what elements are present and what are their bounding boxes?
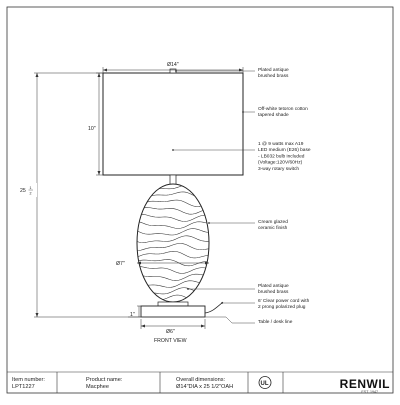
dim-shade-height: 10" — [88, 126, 96, 132]
callout-2-line-3: (Voltage:120V/60Hz) — [258, 160, 303, 166]
ul-mark-text: UL — [260, 381, 269, 387]
dim-base-diameter: Ø6" — [166, 329, 175, 335]
callout-4-line-0: Plated antique — [258, 284, 289, 289]
view-label: FRONT VIEW — [154, 338, 187, 344]
callout-2-line-0: 1 @ 9 watts max A19 — [258, 142, 304, 147]
item-number-cell — [12, 377, 45, 390]
callout-0-line-0: Plated antique — [258, 68, 289, 73]
lamp-body — [135, 184, 211, 302]
callout-1-line-0: Off-white tetoron cotton — [258, 107, 308, 112]
callout-0-line-1: brushed brass — [258, 74, 289, 80]
lamp-neck-base — [158, 302, 188, 306]
callout-5-line-0: 6' Clear power cord with — [258, 299, 310, 304]
overall-dimensions-label: Overall dimensions: — [176, 377, 226, 383]
overall-dimensions-value: Ø14"DIA x 25 1/2"OAH — [176, 383, 234, 390]
dim-overall-height-den: 2 — [29, 191, 32, 196]
item-number-label: Item number: — [12, 377, 45, 383]
callout-group — [258, 67, 311, 325]
item-number-value: LPT1227 — [12, 383, 35, 390]
overall-dimensions-cell — [176, 377, 233, 390]
lamp-shade — [103, 73, 243, 175]
dim-overall-height-num: 1 — [29, 186, 32, 190]
dim-shade-diameter: Ø14" — [167, 62, 179, 68]
callout-5-line-1: 2 prong polarized plug — [258, 305, 306, 311]
callout-2-line-4: 3-way rotary switch — [258, 166, 300, 172]
callout-6-line-0: Table / desk line — [258, 320, 293, 325]
dim-base-height: 1" — [130, 312, 135, 318]
brand-established: EST. 1947 — [361, 390, 378, 394]
sheet-border — [7, 7, 393, 393]
product-name-cell — [86, 377, 122, 390]
ul-listed-icon — [259, 377, 271, 389]
callout-2-line-2: - LB032 bulb included — [258, 154, 305, 160]
callout-2-line-1: LED medium (E26) base — [258, 148, 311, 154]
product-name-label: Product name: — [86, 377, 123, 383]
lamp-base — [141, 306, 205, 317]
callout-4-line-1: brushed brass — [258, 290, 289, 296]
callout-3-line-1: ceramic finish — [258, 226, 288, 232]
dim-body-diameter: Ø7" — [116, 261, 125, 267]
brand-logo: RENWIL — [339, 377, 390, 391]
product-name-value: Macphee — [86, 383, 110, 390]
callout-1-line-1: tapered shade — [258, 113, 289, 119]
power-cord — [205, 302, 223, 313]
dim-overall-height-whole: 25 — [20, 188, 26, 194]
callout-3-line-0: Cream glazed — [258, 220, 288, 225]
